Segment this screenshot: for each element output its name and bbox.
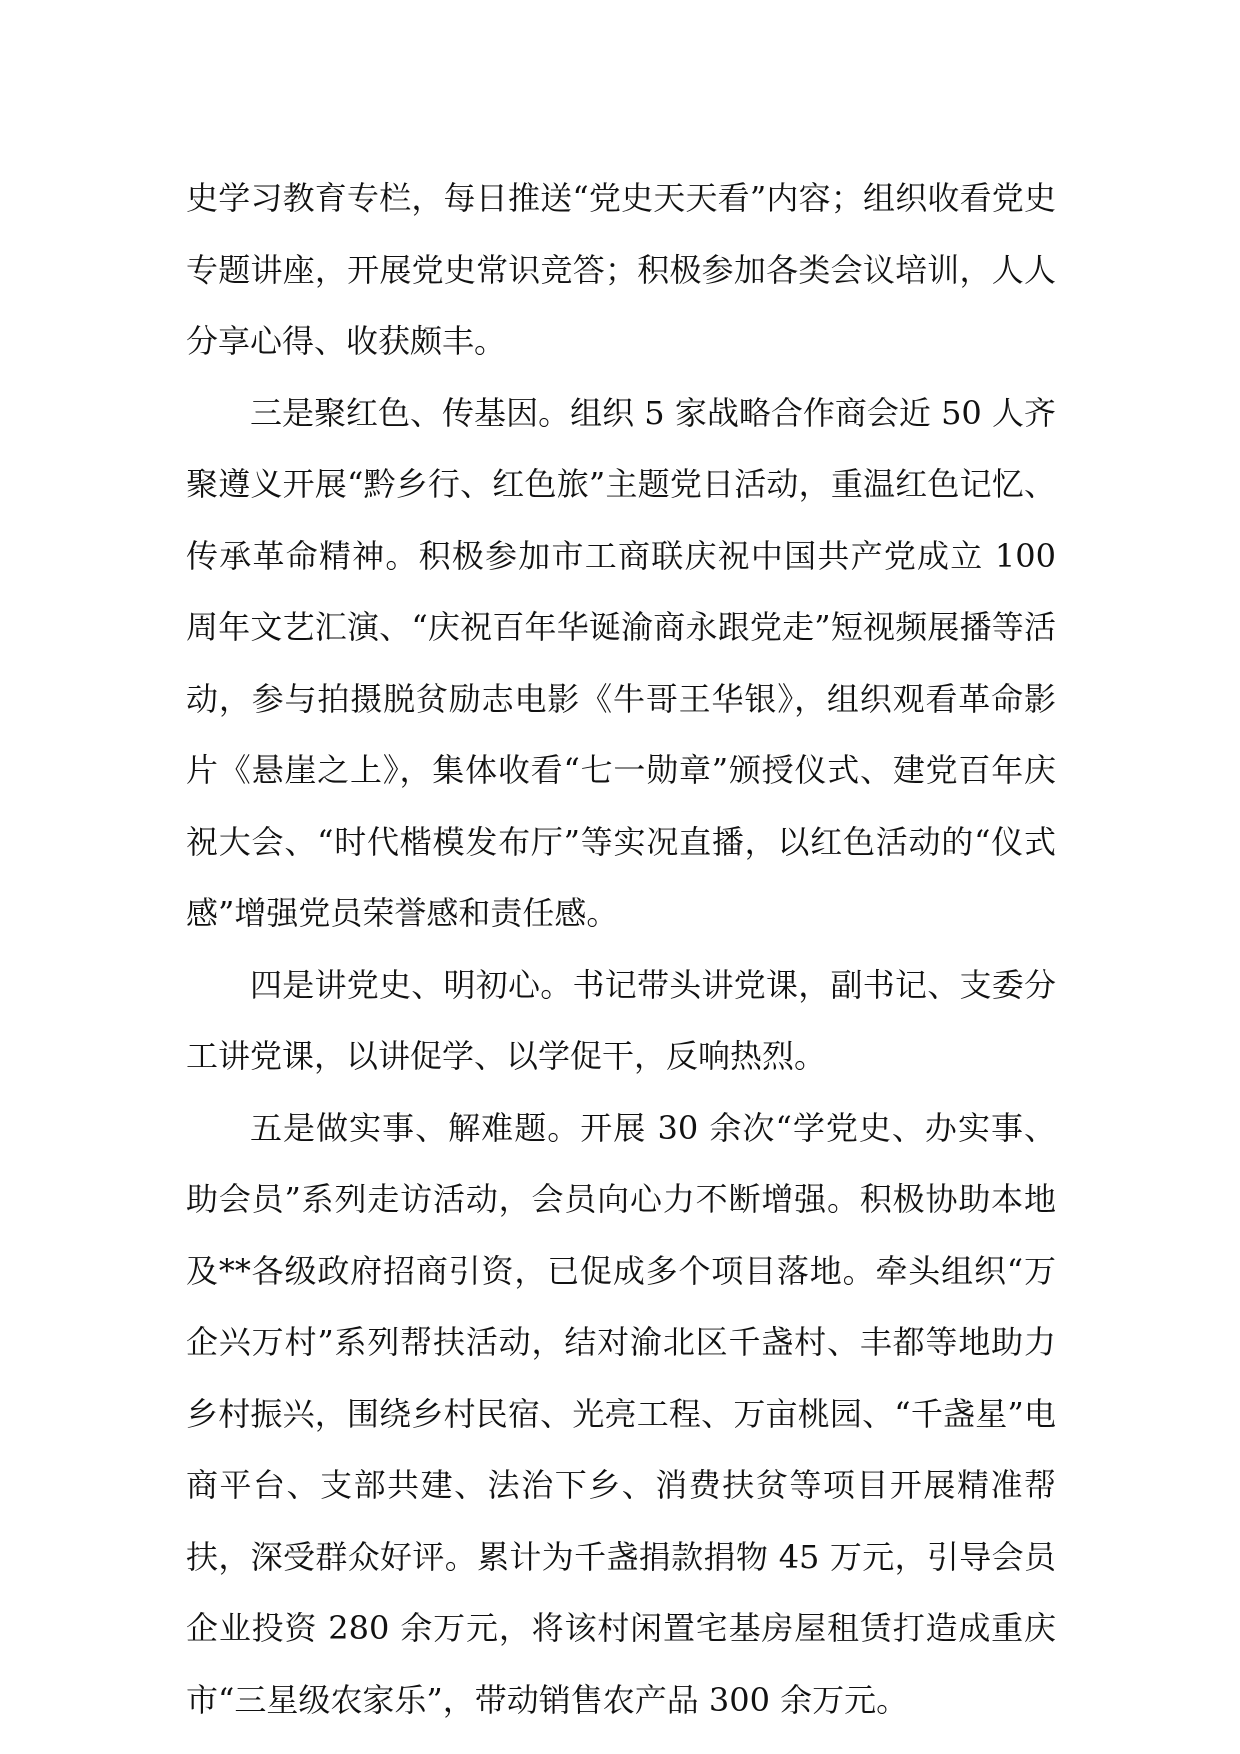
paragraph-party-history-lectures: 四是讲党史、明初心。书记带头讲党课，副书记、支委分工讲党课，以讲促学、以学促干，反响热烈。: [186, 965, 1056, 1075]
document-page: [186, 163, 1056, 1736]
paragraph-continued-study: 史学习教育专栏，每日推送“党史天天看”内容；组织收看党史专题讲座，开展党史常识竞答；积极参加各类会议培训，人人分享心得、收获颇丰。: [186, 179, 1056, 360]
paragraph-practical-work: 五是做实事、解难题。开展 30 余次“学党史、办实事、助会员”系列走访活动，会员向心力不断增强。积极协助本地及**各级政府招商引资，已促成多个项目落地。牵头组织“万企兴万村”系列帮扶活动，结对渝北区千盏村、丰都等地助力乡村振兴，围绕乡村民宿、光亮工程、万亩桃园、“千盏星”电商平台、支部共建、法治下乡、消费扶贫等项目开展精准帮扶，深受群众好评。累计为千盏捐款捐物 45 万元，引导会员企业投资 280 余万元，将该村闲置宅基房屋租赁打造成重庆市“三星级农家乐”，带动销售农产品 300 余万元。: [186, 1108, 1056, 1719]
paragraph-red-heritage: 三是聚红色、传基因。组织 5 家战略合作商会近 50 人齐聚遵义开展“黔乡行、红色旅”主题党日活动，重温红色记忆、传承革命精神。积极参加市工商联庆祝中国共产党成立 100 周年文艺汇演、“庆祝百年华诞渝商永跟党走”短视频展播等活动，参与拍摄脱贫励志电影《牛哥王华银》，组织观看革命影片《悬崖之上》，集体收看“七一勋章”颁授仪式、建党百年庆祝大会、“时代楷模发布厅”等实况直播，以红色活动的“仪式感”增强党员荣誉感和责任感。: [186, 393, 1056, 932]
